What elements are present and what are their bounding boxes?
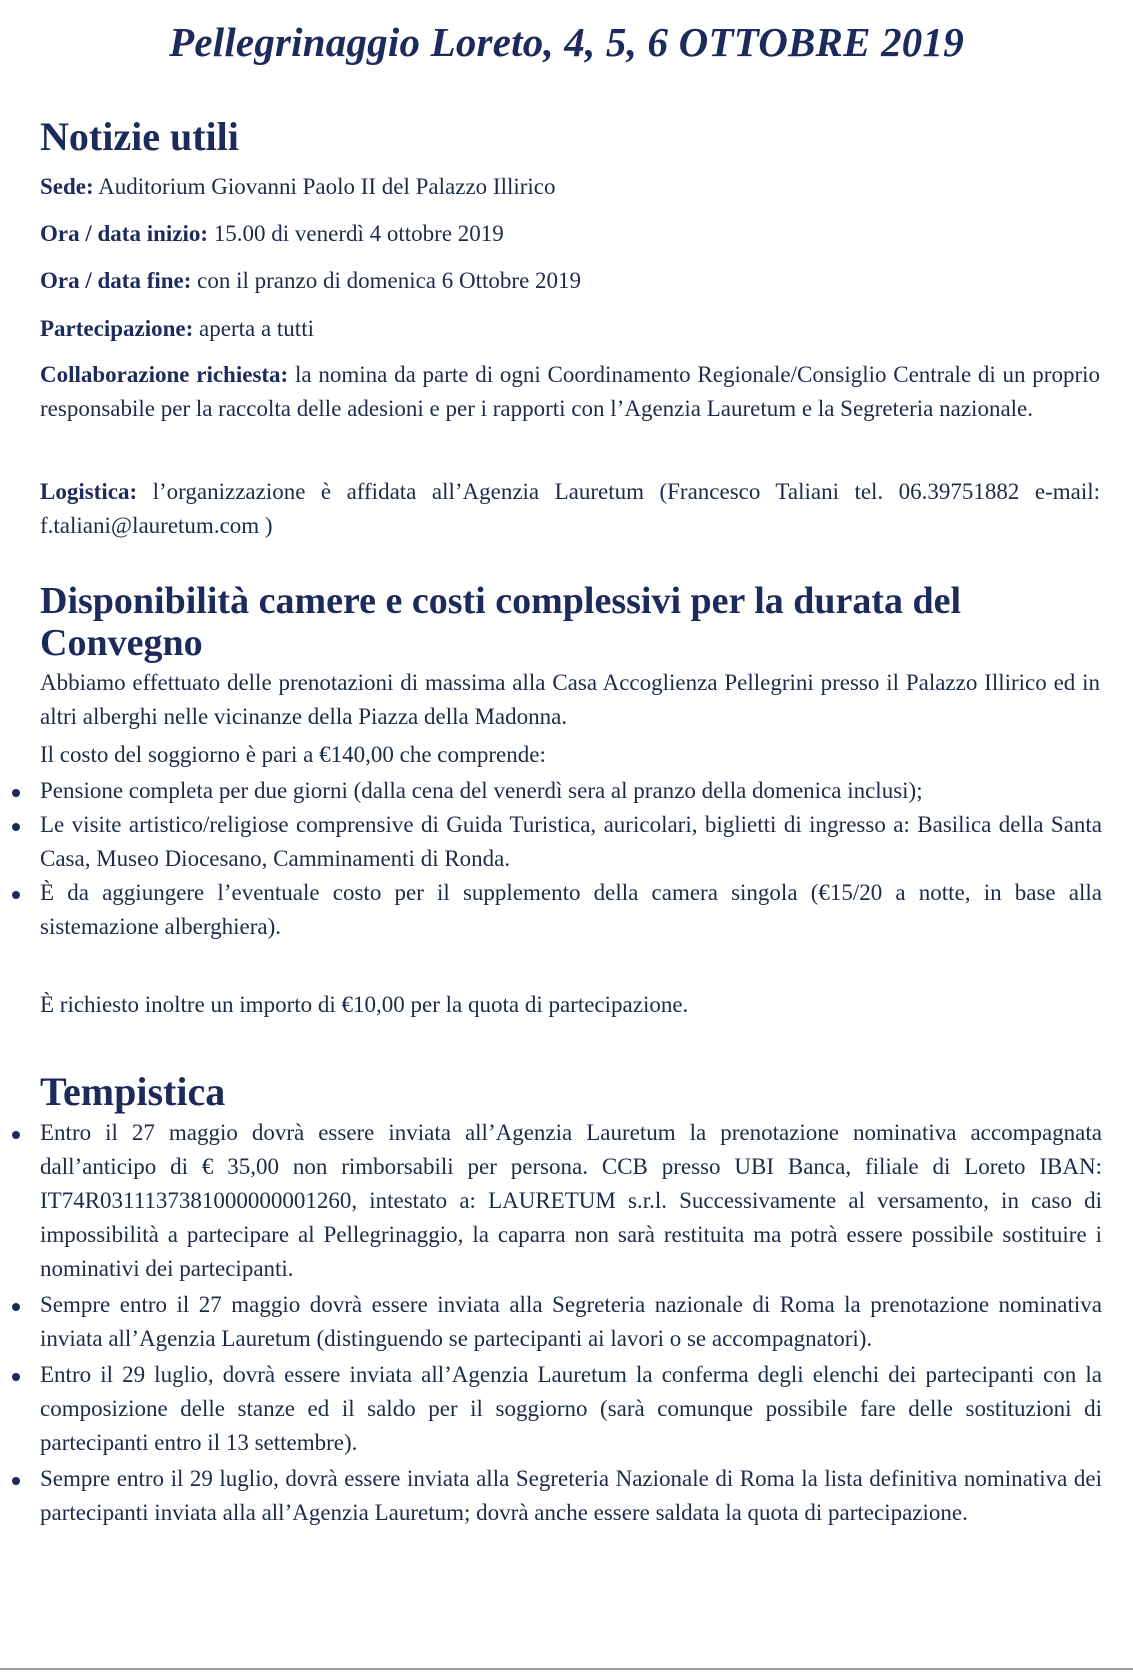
tempistica-item-text: Entro il 29 luglio, dovrà essere inviata all’Agenzia Lauretum la conferma degli elenchi dei partecipanti con la composizione delle stanze ed il saldo per il soggiorno (sarà comunque possibile fare delle sostituzioni di partecipanti entro il 13 settembre). — [40, 1362, 1102, 1455]
info-collaborazione — [40, 358, 1100, 426]
cost-item-text: Pensione completa per due giorni (dalla cena del venerdì sera al pranzo della domenica inclusi); — [40, 778, 923, 803]
info-fine-value: con il pranzo di domenica 6 Ottobre 2019 — [197, 268, 582, 293]
section-heading-disponibilita: Disponibilità camere e costi complessivi per la durata del Convegno — [40, 580, 962, 664]
info-sede-value: Auditorium Giovanni Paolo II del Palazzo Illirico — [98, 174, 556, 199]
list-item — [40, 774, 1102, 808]
info-partecipazione-value: aperta a tutti — [199, 316, 314, 341]
tempistica-item-text: Sempre entro il 29 luglio, dovrà essere inviata alla Segreteria Nazionale di Roma la lista definitiva nominativa dei partecipanti inviata alla all’Agenzia Lauretum; dovrà anche essere saldata la quota di partecipazione. — [40, 1466, 1102, 1525]
cost-item-text: È da aggiungere l’eventuale costo per il supplemento della camera singola (€15/20 a notte, in base alla sistemazione alberghiera). — [40, 880, 1102, 939]
info-sede — [40, 170, 1100, 204]
disponibilita-intro: Abbiamo effettuato delle prenotazioni di massima alla Casa Accoglienza Pellegrini presso il Palazzo Illirico ed in altri alberghi nelle vicinanze della Piazza della Madonna. — [40, 670, 1100, 729]
bullet-icon — [12, 789, 20, 797]
bullet-icon — [12, 1303, 20, 1311]
section-heading-notizie: Notizie utili — [40, 114, 239, 159]
tempistica-item-text: Sempre entro il 27 maggio dovrà essere inviata alla Segreteria nazionale di Roma la prenotazione nominativa inviata all’Agenzia Lauretum (distinguendo se partecipanti ai lavori o se accompagnatori). — [40, 1292, 1102, 1351]
tempistica-list — [40, 1116, 1102, 1532]
info-inizio-label: Ora / data inizio: — [40, 221, 209, 246]
bullet-icon — [12, 1373, 20, 1381]
list-item — [40, 808, 1102, 876]
bottom-divider — [0, 1668, 1133, 1670]
disponibilita-cost: Il costo del soggiorno è pari a €140,00 che comprende: — [40, 742, 546, 767]
bullet-icon — [12, 1131, 20, 1139]
bullet-icon — [12, 1477, 20, 1485]
cost-list — [40, 774, 1102, 944]
info-fine-label: Ora / data fine: — [40, 268, 192, 293]
info-logistica — [40, 475, 1100, 543]
info-collaborazione-value: la nomina da parte di ogni Coordinamento Regionale/Consiglio Centrale di un proprio responsabile per la raccolta delle adesioni e per i rapporti con l’Agenzia Lauretum e la Segreteria nazionale. — [40, 362, 1101, 421]
list-item — [40, 1116, 1102, 1286]
disponibilita-extra: È richiesto inoltre un importo di €10,00 per la quota di partecipazione. — [40, 992, 689, 1017]
info-partecipazione-label: Partecipazione: — [40, 316, 194, 341]
bullet-icon — [12, 823, 20, 831]
info-fine — [40, 264, 1100, 298]
list-item — [40, 876, 1102, 944]
list-item — [40, 1358, 1102, 1460]
cost-item-text: Le visite artistico/religiose comprensive di Guida Turistica, auricolari, biglietti di ingresso a: Basilica della Santa Casa, Museo Diocesano, Camminamenti di Ronda. — [40, 812, 1102, 871]
info-sede-label: Sede: — [40, 174, 94, 199]
section-heading-tempistica: Tempistica — [40, 1069, 226, 1114]
info-logistica-value: l’organizzazione è affidata all’Agenzia Lauretum (Francesco Taliani tel. 06.39751882 e-mail: f.taliani@lauretum.com ) — [40, 479, 1101, 538]
info-logistica-label: Logistica: — [40, 479, 138, 504]
info-inizio — [40, 217, 1100, 251]
info-inizio-value: 15.00 di venerdì 4 ottobre 2019 — [213, 221, 504, 246]
bullet-icon — [12, 891, 20, 899]
list-item — [40, 1288, 1102, 1356]
list-item — [40, 1462, 1102, 1530]
info-partecipazione — [40, 312, 1100, 346]
document-title: Pellegrinaggio Loreto, 4, 5, 6 OTTOBRE 2019 — [169, 19, 964, 65]
info-collaborazione-label: Collaborazione richiesta: — [40, 362, 289, 387]
tempistica-item-text: Entro il 27 maggio dovrà essere inviata all’Agenzia Lauretum la prenotazione nominativa accompagnata dall’anticipo di € 35,00 non rimborsabili per persona. CCB presso UBI Banca, filiale di Loreto IBAN: IT74R0311137381000000001260, intestato a: LAURETUM s.r.l. Successivamente al versamento, in caso di impossibilità a partecipare al Pellegrinaggio, la caparra non sarà restituita ma potrà essere possibile sostituire i nominativi dei partecipanti. — [40, 1120, 1102, 1281]
